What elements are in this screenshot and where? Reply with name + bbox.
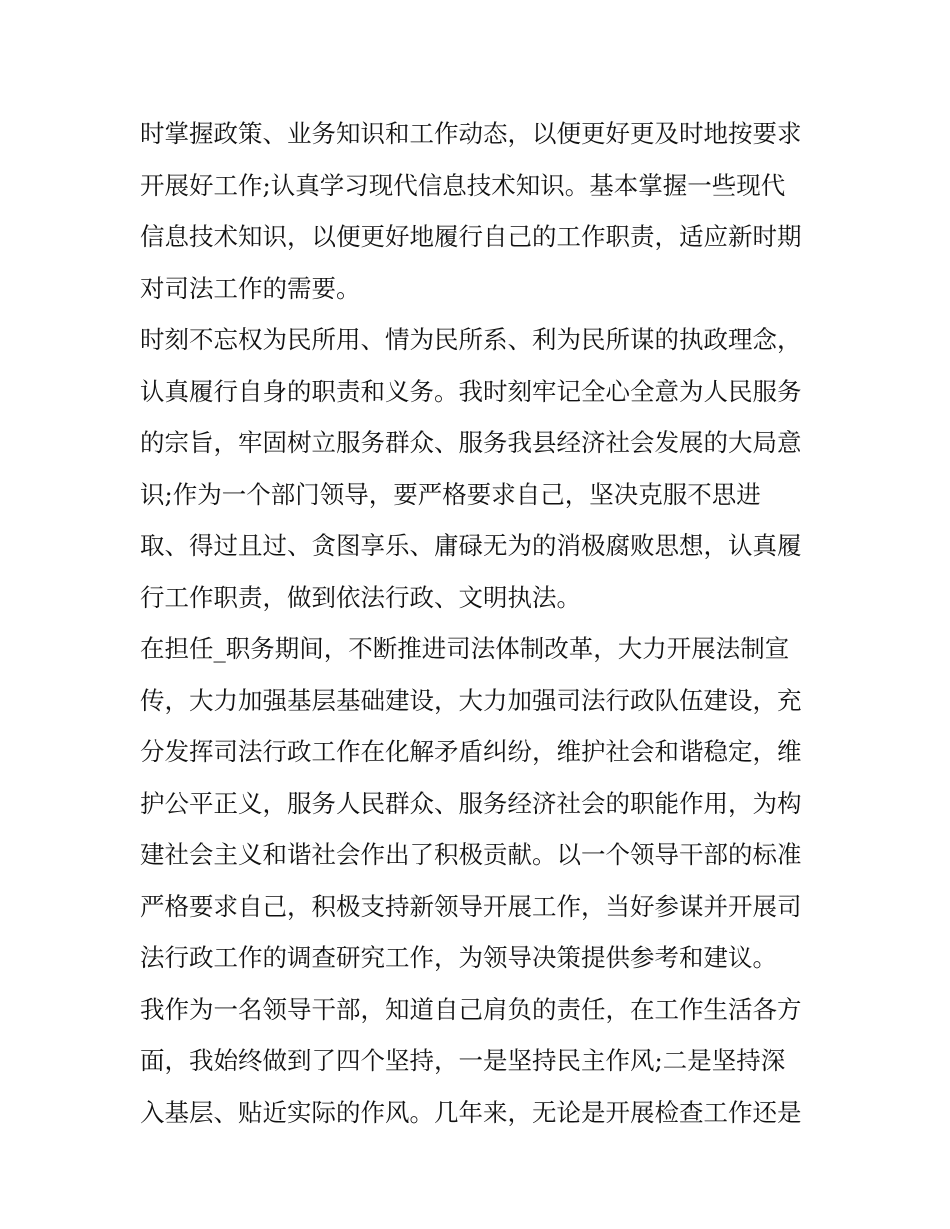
text-line: 时掌握政策、业务知识和工作动态，以便更好更及时地按要求	[140, 119, 802, 148]
text-line: 法行政工作的调查研究工作，为领导决策提供参考和建议。	[140, 943, 777, 972]
text-line: 入基层、贴近实际的作风。几年来，无论是开展检查工作还是	[140, 1097, 802, 1127]
text-line: 识;作为一个部门领导，要严格要求自己，坚决克服不思进	[140, 479, 761, 509]
text-line: 传，大力加强基层基础建设，大力加强司法行政队伍建设，充	[140, 685, 802, 715]
text-line: 建社会主义和谐社会作出了积极贡献。以一个领导干部的标准	[140, 840, 802, 869]
text-line: 分发挥司法行政工作在化解矛盾纠纷，维护社会和谐稳定，维	[140, 737, 802, 766]
text-line: 信息技术知识，以便更好地履行自己的工作职责，适应新时期	[140, 222, 802, 251]
text-line: 的宗旨，牢固树立服务群众、服务我县经济社会发展的大局意	[140, 428, 802, 457]
text-line: 取、得过且过、贪图享乐、庸碌无为的消极腐败思想，认真履	[140, 531, 802, 560]
text-line: 严格要求自己，积极支持新领导开展工作，当好参谋并开展司	[140, 891, 802, 921]
text-line: 时刻不忘权为民所用、情为民所系、利为民所谋的执政理念，	[140, 325, 802, 354]
text-line: 对司法工作的需要。	[140, 273, 361, 303]
text-line: 护公平正义，服务人民群众、服务经济社会的职能作用，为构	[140, 788, 802, 818]
text-line: 认真履行自身的职责和义务。我时刻牢记全心全意为人民服务	[140, 376, 802, 406]
text-line: 我作为一名领导干部，知道自己肩负的责任，在工作生活各方	[140, 994, 802, 1024]
text-line: 在担任_职务期间，不断推进司法体制改革，大力开展法制宣	[140, 634, 790, 663]
text-line: 开展好工作;认真学习现代信息技术知识。基本掌握一些现代	[140, 170, 786, 200]
document-body	[140, 108, 820, 1138]
text-line: 行工作职责，做到依法行政、文明执法。	[140, 582, 581, 612]
text-line: 面，我始终做到了四个坚持，一是坚持民主作风;二是坚持深	[140, 1046, 786, 1075]
